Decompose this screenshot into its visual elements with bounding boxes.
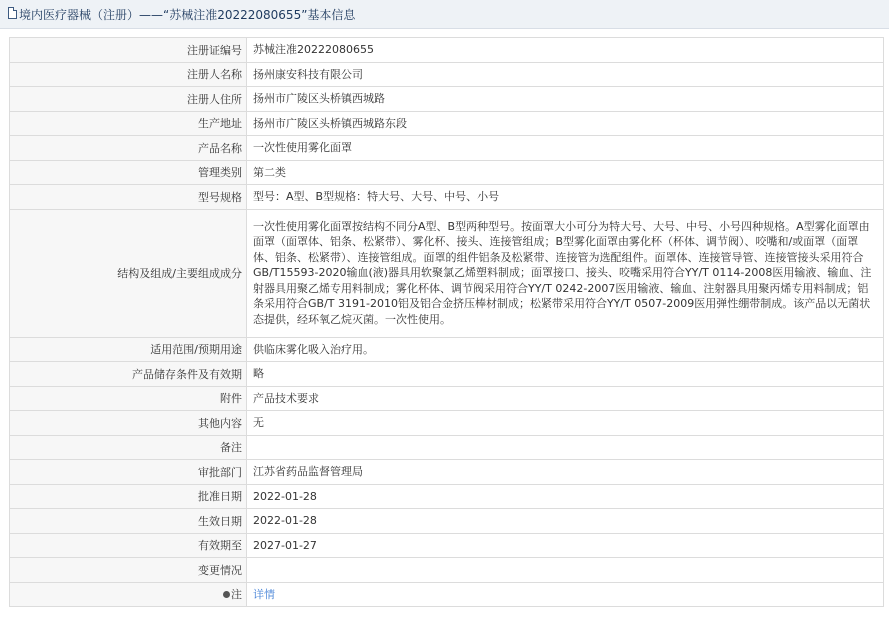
note-label: 注 — [231, 588, 242, 602]
table-row — [10, 87, 884, 112]
row-value: 一次性使用雾化面罩按结构不同分A型、B型两种型号。按面罩大小可分为特大号、大号、中号、小号四种规格。A型雾化面罩由面罩（面罩体、铝条、松紧带）、雾化杯、接头、连接管组成；B型雾化面罩由雾化杯（杯体、调节阀）、咬嘴和/或面罩（面罩体、铝条、松紧带）、连接管组成。面罩的组件铝条及松紧带、连接管为选配组件。面罩体、连接管导管、连接管接头采用符合GB/T15593-2020输血(液)器具用软聚氯乙烯塑料制成；面罩接口、接头、咬嘴采用符合YY/T 0114-2008医用输液、输血、注射器具用聚乙烯专用料制成；雾化杯体、调节阀采用符合YY/T 0242-2007医用输液、输血、注射器具用聚丙烯专用料制成；铝条采用符合GB/T 3191-2010铝及铝合金挤压棒材制成；松紧带采用符合YY/T 0507-2009医用弹性绷带制成。该产品以无菌状态提供，经环氧乙烷灭菌。一次性使用。 — [247, 209, 884, 337]
row-value: 扬州康安科技有限公司 — [247, 62, 884, 87]
table-row — [10, 558, 884, 583]
row-value: 扬州市广陵区头桥镇西城路 — [247, 87, 884, 112]
page-header — [0, 0, 889, 29]
table-row — [10, 460, 884, 485]
document-icon — [8, 7, 17, 19]
table-row — [10, 185, 884, 210]
detail-link[interactable]: 详情 — [253, 587, 275, 601]
row-label: 注册人名称 — [10, 62, 247, 87]
info-table — [9, 37, 884, 607]
row-label: 生产地址 — [10, 111, 247, 136]
row-label: 产品储存条件及有效期 — [10, 362, 247, 387]
row-label: 有效期至 — [10, 533, 247, 558]
row-label: 注册人住所 — [10, 87, 247, 112]
row-label: 批准日期 — [10, 484, 247, 509]
row-value: 江苏省药品监督管理局 — [247, 460, 884, 485]
row-value: 苏械注准20222080655 — [247, 38, 884, 63]
row-label: 审批部门 — [10, 460, 247, 485]
row-value: 2027-01-27 — [247, 533, 884, 558]
row-value: 一次性使用雾化面罩 — [247, 136, 884, 161]
row-label: 其他内容 — [10, 411, 247, 436]
table-row — [10, 136, 884, 161]
note-label-cell — [10, 582, 247, 607]
note-row — [10, 582, 884, 607]
row-value: 略 — [247, 362, 884, 387]
table-row — [10, 533, 884, 558]
table-row — [10, 62, 884, 87]
row-label: 变更情况 — [10, 558, 247, 583]
row-label: 型号规格 — [10, 185, 247, 210]
row-value: 型号：A型、B型规格：特大号、大号、中号、小号 — [247, 185, 884, 210]
table-row — [10, 484, 884, 509]
row-label: 管理类别 — [10, 160, 247, 185]
row-value: 第二类 — [247, 160, 884, 185]
table-row — [10, 435, 884, 460]
row-value: 2022-01-28 — [247, 509, 884, 534]
row-label: 附件 — [10, 386, 247, 411]
table-row — [10, 209, 884, 337]
table-row — [10, 411, 884, 436]
table-row — [10, 111, 884, 136]
row-value — [247, 435, 884, 460]
row-label: 产品名称 — [10, 136, 247, 161]
table-row — [10, 38, 884, 63]
row-label: 生效日期 — [10, 509, 247, 534]
bullet-icon — [223, 591, 230, 598]
row-value: 扬州市广陵区头桥镇西城路东段 — [247, 111, 884, 136]
row-value: 产品技术要求 — [247, 386, 884, 411]
row-value: 供临床雾化吸入治疗用。 — [247, 337, 884, 362]
table-row — [10, 509, 884, 534]
row-value: 无 — [247, 411, 884, 436]
page-title: 境内医疗器械（注册）——“苏械注准20222080655”基本信息 — [19, 8, 356, 22]
table-row — [10, 362, 884, 387]
row-label: 备注 — [10, 435, 247, 460]
row-value: 2022-01-28 — [247, 484, 884, 509]
table-row — [10, 386, 884, 411]
row-value — [247, 558, 884, 583]
table-row — [10, 160, 884, 185]
table-row — [10, 337, 884, 362]
row-label: 适用范围/预期用途 — [10, 337, 247, 362]
row-label: 注册证编号 — [10, 38, 247, 63]
note-value-cell — [247, 582, 884, 607]
row-label: 结构及组成/主要组成成分 — [10, 209, 247, 337]
